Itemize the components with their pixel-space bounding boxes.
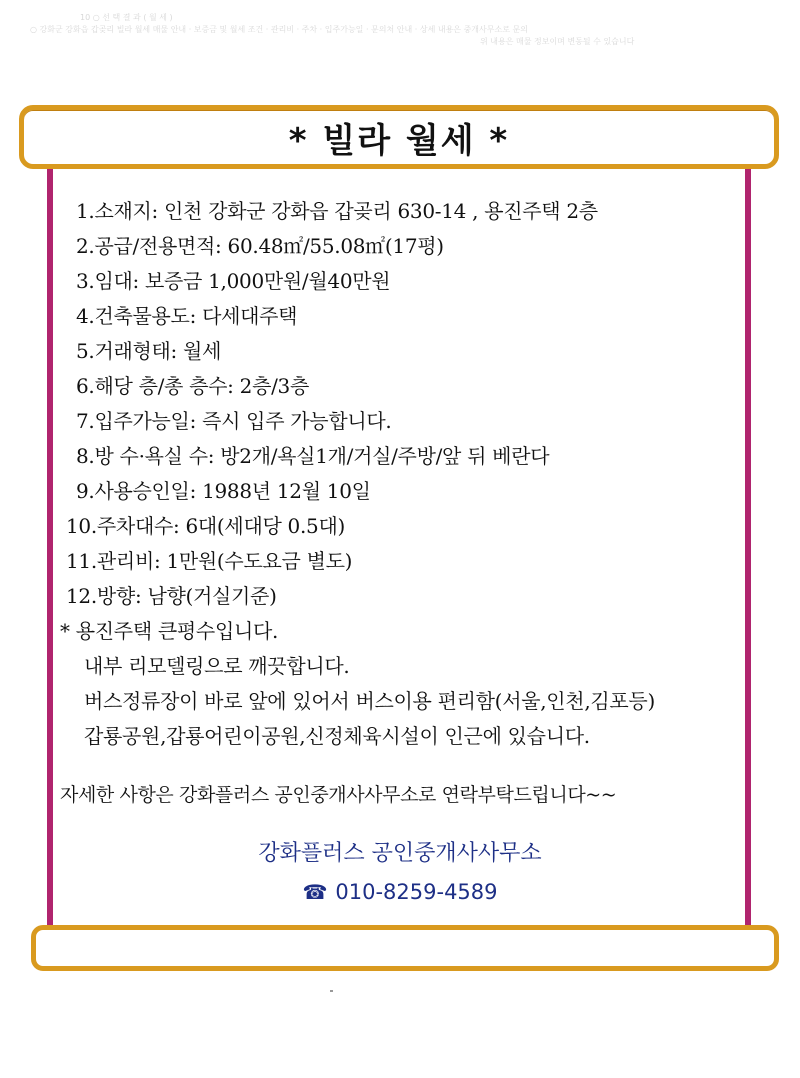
- detail-item-building-use: 4.건축물용도: 다세대주택: [76, 304, 298, 328]
- detail-item-direction: 12.방향: 남향(거실기준): [66, 584, 277, 608]
- phone-number-line: [0, 876, 800, 908]
- detail-item-floor: 6.해당 층/총 층수: 2층/3층: [76, 374, 309, 398]
- scan-speck: [330, 990, 333, 992]
- office-name: 강화플러스 공인중개사사무소: [258, 841, 542, 866]
- detail-item-approval-date: 9.사용승인일: 1988년 12월 10일: [76, 479, 371, 503]
- detail-item-deal-type: 5.거래형태: 월세: [76, 339, 222, 363]
- page-title: * 빌라 월세 *: [288, 120, 510, 161]
- contact-instruction: 자세한 사항은 강화플러스 공인중개사사무소로 연락부탁드립니다~~: [60, 784, 617, 806]
- detail-item-area: 2.공급/전용면적: 60.48㎡/55.08㎡(17평): [76, 234, 444, 258]
- scan-header-line-1: 10 ○ 선 택 결 과 ( 월 세 ): [80, 13, 173, 22]
- listing-details: [60, 194, 740, 754]
- title-scroll-frame: [19, 105, 779, 169]
- note-parks: 갑룡공원,갑룡어린이공원,신정체육시설이 인근에 있습니다.: [84, 724, 590, 748]
- bottom-scroll-frame: [31, 925, 779, 971]
- scan-header-line-2: ○ 강화군 강화읍 갑곶리 빌라 월세 매물 안내 · 보증금 및 월세 조건 · 관리비 · 주차 · 입주가능일 · 문의처 안내 · 상세 내용은 중개사무소로 문의: [30, 25, 528, 34]
- detail-item-move-in: 7.입주가능일: 즉시 입주 가능합니다.: [76, 409, 392, 433]
- note-remodeled: 내부 리모델링으로 깨끗합니다.: [84, 654, 350, 678]
- detail-item-rooms: 8.방 수·욕실 수: 방2개/욕실1개/거실/주방/앞 뒤 베란다: [76, 444, 550, 468]
- detail-item-rent: 3.임대: 보증금 1,000만원/월40만원: [76, 269, 391, 293]
- scan-header-line-3: 위 내용은 매물 정보이며 변동될 수 있습니다: [480, 37, 635, 46]
- note-first: * 용진주택 큰평수입니다.: [60, 619, 279, 643]
- detail-item-location: 1.소재지: 인천 강화군 강화읍 갑곶리 630-14 , 용진주택 2층: [76, 199, 598, 223]
- phone-number: 010-8259-4589: [335, 880, 498, 904]
- detail-item-maintenance-fee: 11.관리비: 1만원(수도요금 별도): [66, 549, 353, 573]
- scanned-header-text: [20, 12, 780, 72]
- note-bus-stop: 버스정류장이 바로 앞에 있어서 버스이용 편리함(서울,인천,김포등): [84, 689, 655, 713]
- detail-item-parking: 10.주차대수: 6대(세대당 0.5대): [66, 514, 345, 538]
- telephone-icon: ☎: [302, 880, 328, 904]
